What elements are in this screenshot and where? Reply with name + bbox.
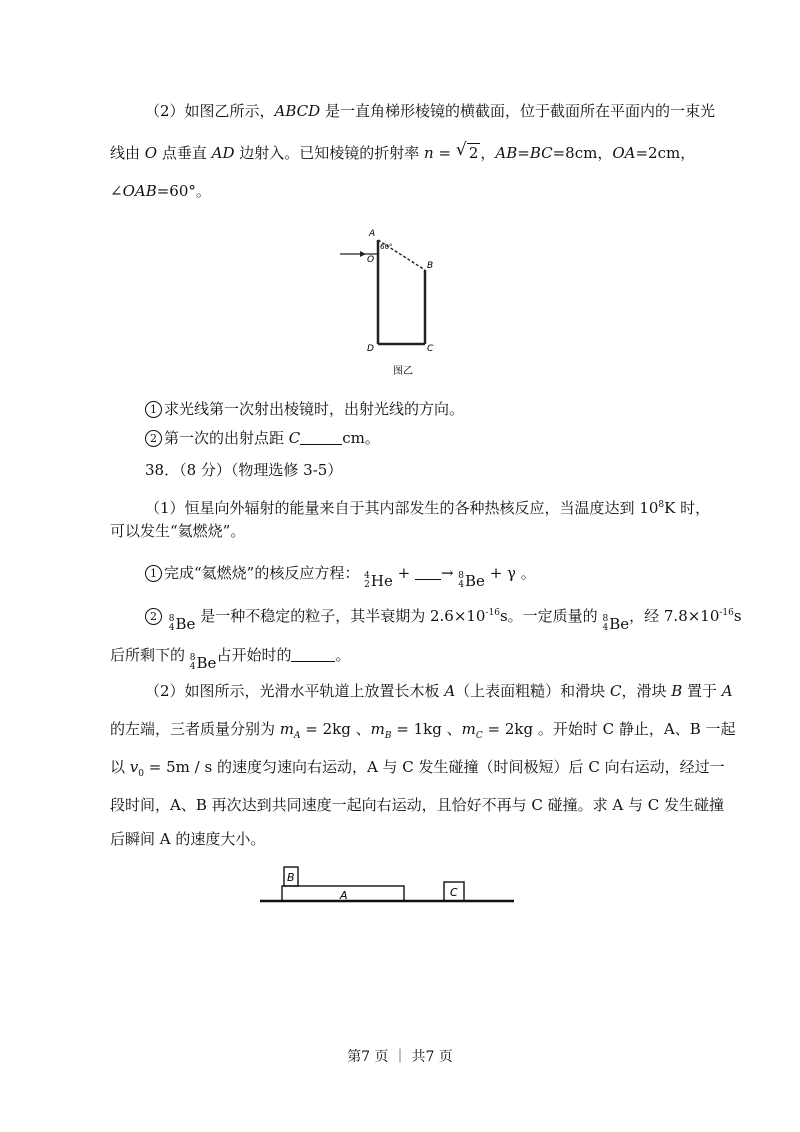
nuclide-be: 8 4 Be [168,614,196,633]
nuclide-be: 8 4 Be [602,614,630,633]
answer-blank [300,430,342,445]
q38-heading: 38．（8 分）（物理选修 3-5） [145,461,343,479]
q38-p2-line-5: 后瞬间 A 的速度大小。 [110,830,266,848]
q37-line-1: （2）如图乙所示，ABCD 是一直角梯形棱镜的横截面，位于截面所在平面内的一束光 [145,102,715,120]
blocks-figure [258,860,528,910]
q37-sub-1: 1 求光线第一次射出棱镜时，出射光线的方向。 [145,398,464,420]
figure-caption: 图乙 [393,366,413,377]
q37-sub-2: 2 第一次的出射点距 C cm。 [145,427,380,449]
label-A: A [340,889,348,902]
page-footer: 第7 页 ｜ 共7 页 [347,1049,453,1065]
nuclide-be: 8 4 Be [189,653,217,672]
sqrt-symbol: √ 2 [455,140,479,162]
prism-figure [335,222,465,382]
ray-arrowhead [360,251,366,257]
q37-line-3: ∠OAB=60°。 [110,182,211,200]
label-B: B [287,871,295,884]
nuclide-he: 4 2 He [364,571,393,590]
q37-line-2: 线由 O 点垂直 AD 边射入。已知棱镜的折射率 n = √ 2 ，AB=BC=8cm，OA=2cm， [110,140,696,162]
q38-sub-2: 2 8 4 Be 是一种不稳定的粒子，其半衰期为 $2.6\times 10^{-16}s$。一定质量的 8 4 Be ，经 $7.8\times 10^{-16}s$ [145,602,742,635]
q38-p2-line-4: 段时间，A、B 再次达到共同速度一起向右运动，且恰好不再与 C 碰撞。求 A 与 C 发生碰撞 [110,796,725,814]
label-A: A [369,229,376,239]
nuclide-be: 8 4 Be [458,571,485,590]
label-C: C [427,344,434,354]
q38-p1-line-1: （1）恒星向外辐射的能量来自于其内部发生的各种热核反应，当温度达到 $10^8K$ 时， [145,499,711,517]
q38-sub-2-cont: 后所剩下的 8 4 Be 占开始时的 。 [110,646,351,672]
q38-sub-1: 1 完成“氦燃烧”的核反应方程： 4 2 He + → 8 4 Be + γ 。 [145,562,536,592]
label-B: B [427,261,434,271]
q38-p2-line-3: 以 $v_0 = 5m / s$ 的速度匀速向右运动，A 与 C 发生碰撞（时间极短）后 C 向右运动，经过一 [110,758,725,779]
label-angle: 60° [380,243,393,251]
q38-p2-line-1: （2）如图所示，光滑水平轨道上放置长木板 A（上表面粗糙）和滑块 C，滑块 B 置于 A [145,682,733,700]
label-C: C [450,886,458,899]
q38-p2-line-2: 的左端，三者质量分别为 $m_A = 2kg$ 、$m_B = 1kg$ 、$m_C = 2kg$ 。开始时 C 静止，A、B 一起 [110,720,736,741]
answer-blank [415,565,441,580]
label-D: D [367,344,374,354]
label-O: O [367,255,375,265]
q38-p1-line-2: 可以发生“氦燃烧”。 [110,522,246,540]
answer-blank [291,647,335,662]
